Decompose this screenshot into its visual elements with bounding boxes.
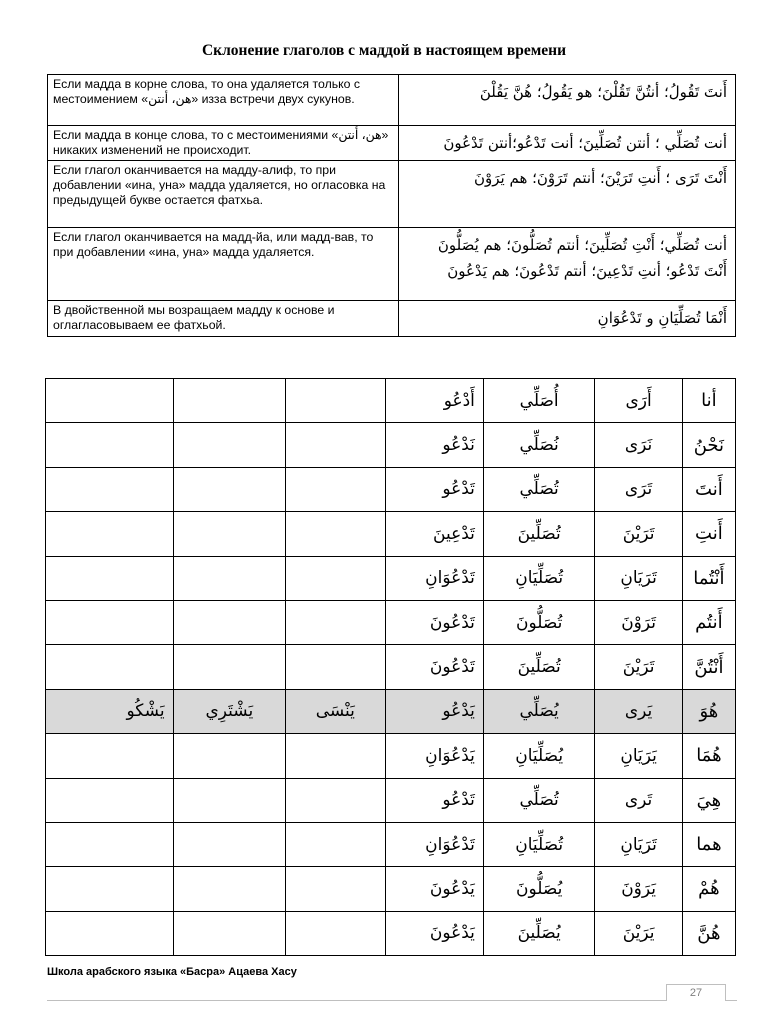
verb-cell — [286, 467, 385, 511]
verb-cell — [46, 867, 174, 911]
conjugation-row — [46, 867, 736, 911]
verb-cell — [173, 734, 285, 778]
rule-example — [399, 161, 736, 228]
verb-cell — [286, 645, 385, 689]
conjugation-row — [46, 911, 736, 955]
verb-cell — [173, 600, 285, 644]
conjugation-row — [46, 734, 736, 778]
verb-cell: تُصَلِّينَ — [483, 512, 594, 556]
verb-cell — [173, 867, 285, 911]
rule-text: Если глагол оканчивается на мадд-йа, или мадд-вав, то при добавлении «ина, уна» мадда удаляется. — [48, 228, 399, 301]
pronoun-cell: نَحْنُ — [682, 423, 735, 467]
verb-cell — [173, 556, 285, 600]
verb-cell: أُصَلِّي — [483, 379, 594, 423]
verb-cell: تَرَيْنَ — [595, 645, 682, 689]
verb-cell — [46, 822, 174, 866]
verb-cell — [286, 867, 385, 911]
rule-example-line: أنت تُصَلِّي؛ أَنْتِ تُصَلِّينَ؛ أنتم تُصَلُّونَ؛ هم يُصَلُّونَ — [437, 236, 727, 254]
rule-example-line: أَنْتَ تَدْعُو؛ أنتِ تَدْعِينَ؛ أنتم تَدْعُونَ؛ هم يَدْعُونَ — [447, 262, 727, 280]
verb-cell: تُصَلِّيَانِ — [483, 822, 594, 866]
verb-cell: تَرى — [595, 778, 682, 822]
verb-cell: يَرَيَانِ — [595, 734, 682, 778]
verb-cell: نَرَى — [595, 423, 682, 467]
rule-example-line: أَنتَ تَقُولُ؛ أنتُنَّ تَقُلْنَ؛ هو يَقُولُ؛ هُنَّ يَقُلْنَ — [479, 83, 727, 101]
verb-cell: يُصَلِّيَانِ — [483, 734, 594, 778]
verb-cell: يَدْعُونَ — [385, 867, 483, 911]
pronoun-cell: أَنتَ — [682, 467, 735, 511]
verb-cell — [173, 379, 285, 423]
page-title: Склонение глаголов с маддой в настоящем времени — [201, 42, 566, 59]
verb-cell: تَرَيْنَ — [595, 512, 682, 556]
verb-cell — [46, 778, 174, 822]
footer-divider — [47, 1000, 737, 1001]
verb-cell: تُصَلِّينَ — [483, 645, 594, 689]
rule-text: В двойственной мы возращаем мадду к основе и оглагласовываем ее фатхьой. — [48, 301, 399, 337]
conjugation-row — [46, 467, 736, 511]
verb-cell: يُصَلِّي — [483, 689, 594, 733]
verb-cell: يَدْعُونَ — [385, 911, 483, 955]
verb-cell: تَرَوْنَ — [595, 600, 682, 644]
conjugation-row — [46, 689, 736, 733]
verb-cell: تَدْعُونَ — [385, 600, 483, 644]
pronoun-cell: أَنتِ — [682, 512, 735, 556]
verb-cell: تَرَيَانِ — [595, 822, 682, 866]
conjugation-row — [46, 822, 736, 866]
verb-cell: تُصَلِّي — [483, 778, 594, 822]
verb-cell: تَدْعُوَانِ — [385, 556, 483, 600]
rule-row — [48, 161, 736, 228]
verb-cell — [173, 778, 285, 822]
rule-example-line: أَنْمَا تُصَلِّيَانِ و تَدْعُوَانِ — [597, 309, 727, 327]
pronoun-cell: هما — [682, 822, 735, 866]
rule-example — [399, 75, 736, 126]
verb-cell — [286, 379, 385, 423]
verb-cell: تُصَلِّي — [483, 467, 594, 511]
verb-cell — [286, 822, 385, 866]
rule-row — [48, 301, 736, 337]
verb-cell — [46, 467, 174, 511]
verb-cell: يُصَلِّينَ — [483, 911, 594, 955]
pronoun-cell: أَنْتُنَّ — [682, 645, 735, 689]
pronoun-cell: هُوَ — [682, 689, 735, 733]
verb-cell: تَرَيَانِ — [595, 556, 682, 600]
verb-cell: يَدْعُوَانِ — [385, 734, 483, 778]
verb-cell — [46, 556, 174, 600]
rule-example — [399, 228, 736, 301]
verb-cell: أَرَى — [595, 379, 682, 423]
rule-text: Если мадда в конце слова, то с местоимениями «هن، أنتن» никаких изменений не происходит. — [48, 126, 399, 161]
pronoun-cell: هُنَّ — [682, 911, 735, 955]
pronoun-cell: هُمَا — [682, 734, 735, 778]
verb-cell — [46, 734, 174, 778]
verb-cell: يَرَيْنَ — [595, 911, 682, 955]
verb-cell: نُصَلِّي — [483, 423, 594, 467]
rule-row — [48, 75, 736, 126]
verb-cell — [286, 512, 385, 556]
conjugation-row — [46, 600, 736, 644]
conjugation-row — [46, 645, 736, 689]
conjugation-row — [46, 556, 736, 600]
verb-cell — [286, 734, 385, 778]
verb-cell — [46, 379, 174, 423]
verb-cell: تُصَلُّونَ — [483, 600, 594, 644]
verb-cell: أَدْعُو — [385, 379, 483, 423]
verb-cell — [173, 822, 285, 866]
verb-cell: تُصَلِّيَانِ — [483, 556, 594, 600]
verb-cell: يُصَلُّونَ — [483, 867, 594, 911]
verb-cell: يَرَوْنَ — [595, 867, 682, 911]
verb-cell: تَرَى — [595, 467, 682, 511]
verb-cell — [173, 911, 285, 955]
verb-cell — [46, 512, 174, 556]
pronoun-cell: أَنتُم — [682, 600, 735, 644]
conjugation-row — [46, 512, 736, 556]
verb-cell — [46, 645, 174, 689]
verb-cell — [173, 512, 285, 556]
rules-table — [47, 74, 736, 337]
verb-cell — [286, 778, 385, 822]
rule-example-line: أنت تُصَلِّي ؛ أنتن تُصَلِّينَ؛ أنت تَدْعُو؛أنتن تَدْعُونَ — [443, 134, 727, 152]
rule-row — [48, 228, 736, 301]
conjugation-row — [46, 379, 736, 423]
verb-cell — [173, 645, 285, 689]
verb-cell: تَدْعُو — [385, 778, 483, 822]
page-number: 27 — [666, 984, 726, 1001]
pronoun-cell: هِيَ — [682, 778, 735, 822]
verb-cell: نَدْعُو — [385, 423, 483, 467]
verb-cell: يَنْسَى — [286, 689, 385, 733]
verb-cell — [46, 911, 174, 955]
verb-cell: يَشْتَرِي — [173, 689, 285, 733]
conjugation-row — [46, 778, 736, 822]
verb-cell: تَدْعُونَ — [385, 645, 483, 689]
verb-cell — [46, 423, 174, 467]
pronoun-cell: أَنْتُما — [682, 556, 735, 600]
verb-cell: يَرى — [595, 689, 682, 733]
verb-cell — [46, 600, 174, 644]
rule-example — [399, 126, 736, 161]
verb-cell — [173, 467, 285, 511]
verb-cell: تَدْعُو — [385, 467, 483, 511]
verb-cell: تَدْعِينَ — [385, 512, 483, 556]
verb-cell: يَشْكُو — [46, 689, 174, 733]
verb-cell — [286, 600, 385, 644]
conjugation-table — [45, 378, 736, 956]
verb-cell: يَدْعُو — [385, 689, 483, 733]
rule-text: Если мадда в корне слова, то она удаляется только с местоимением «هن، أنتن» изза встречи двух сукунов. — [48, 75, 399, 126]
rule-example — [399, 301, 736, 337]
conjugation-row — [46, 423, 736, 467]
footer-school-name: Школа арабского языка «Басра» Ацаева Хасу — [47, 966, 297, 978]
verb-cell — [286, 556, 385, 600]
verb-cell — [173, 423, 285, 467]
verb-cell — [286, 911, 385, 955]
rule-example-line: أَنْتَ تَرَى ؛ أَنتِ تَرَيْنَ؛ أنتم تَرَوْنَ؛ هم يَرَوْنَ — [474, 169, 727, 187]
rule-text: Если глагол оканчивается на мадду-алиф, то при добавлении «ина, уна» мадда удаляется, но огласовка на предыдущей букве остается фатхьа. — [48, 161, 399, 228]
pronoun-cell: هُمْ — [682, 867, 735, 911]
verb-cell — [286, 423, 385, 467]
verb-cell: تَدْعُوَانِ — [385, 822, 483, 866]
rule-row — [48, 126, 736, 161]
pronoun-cell: أنا — [682, 379, 735, 423]
